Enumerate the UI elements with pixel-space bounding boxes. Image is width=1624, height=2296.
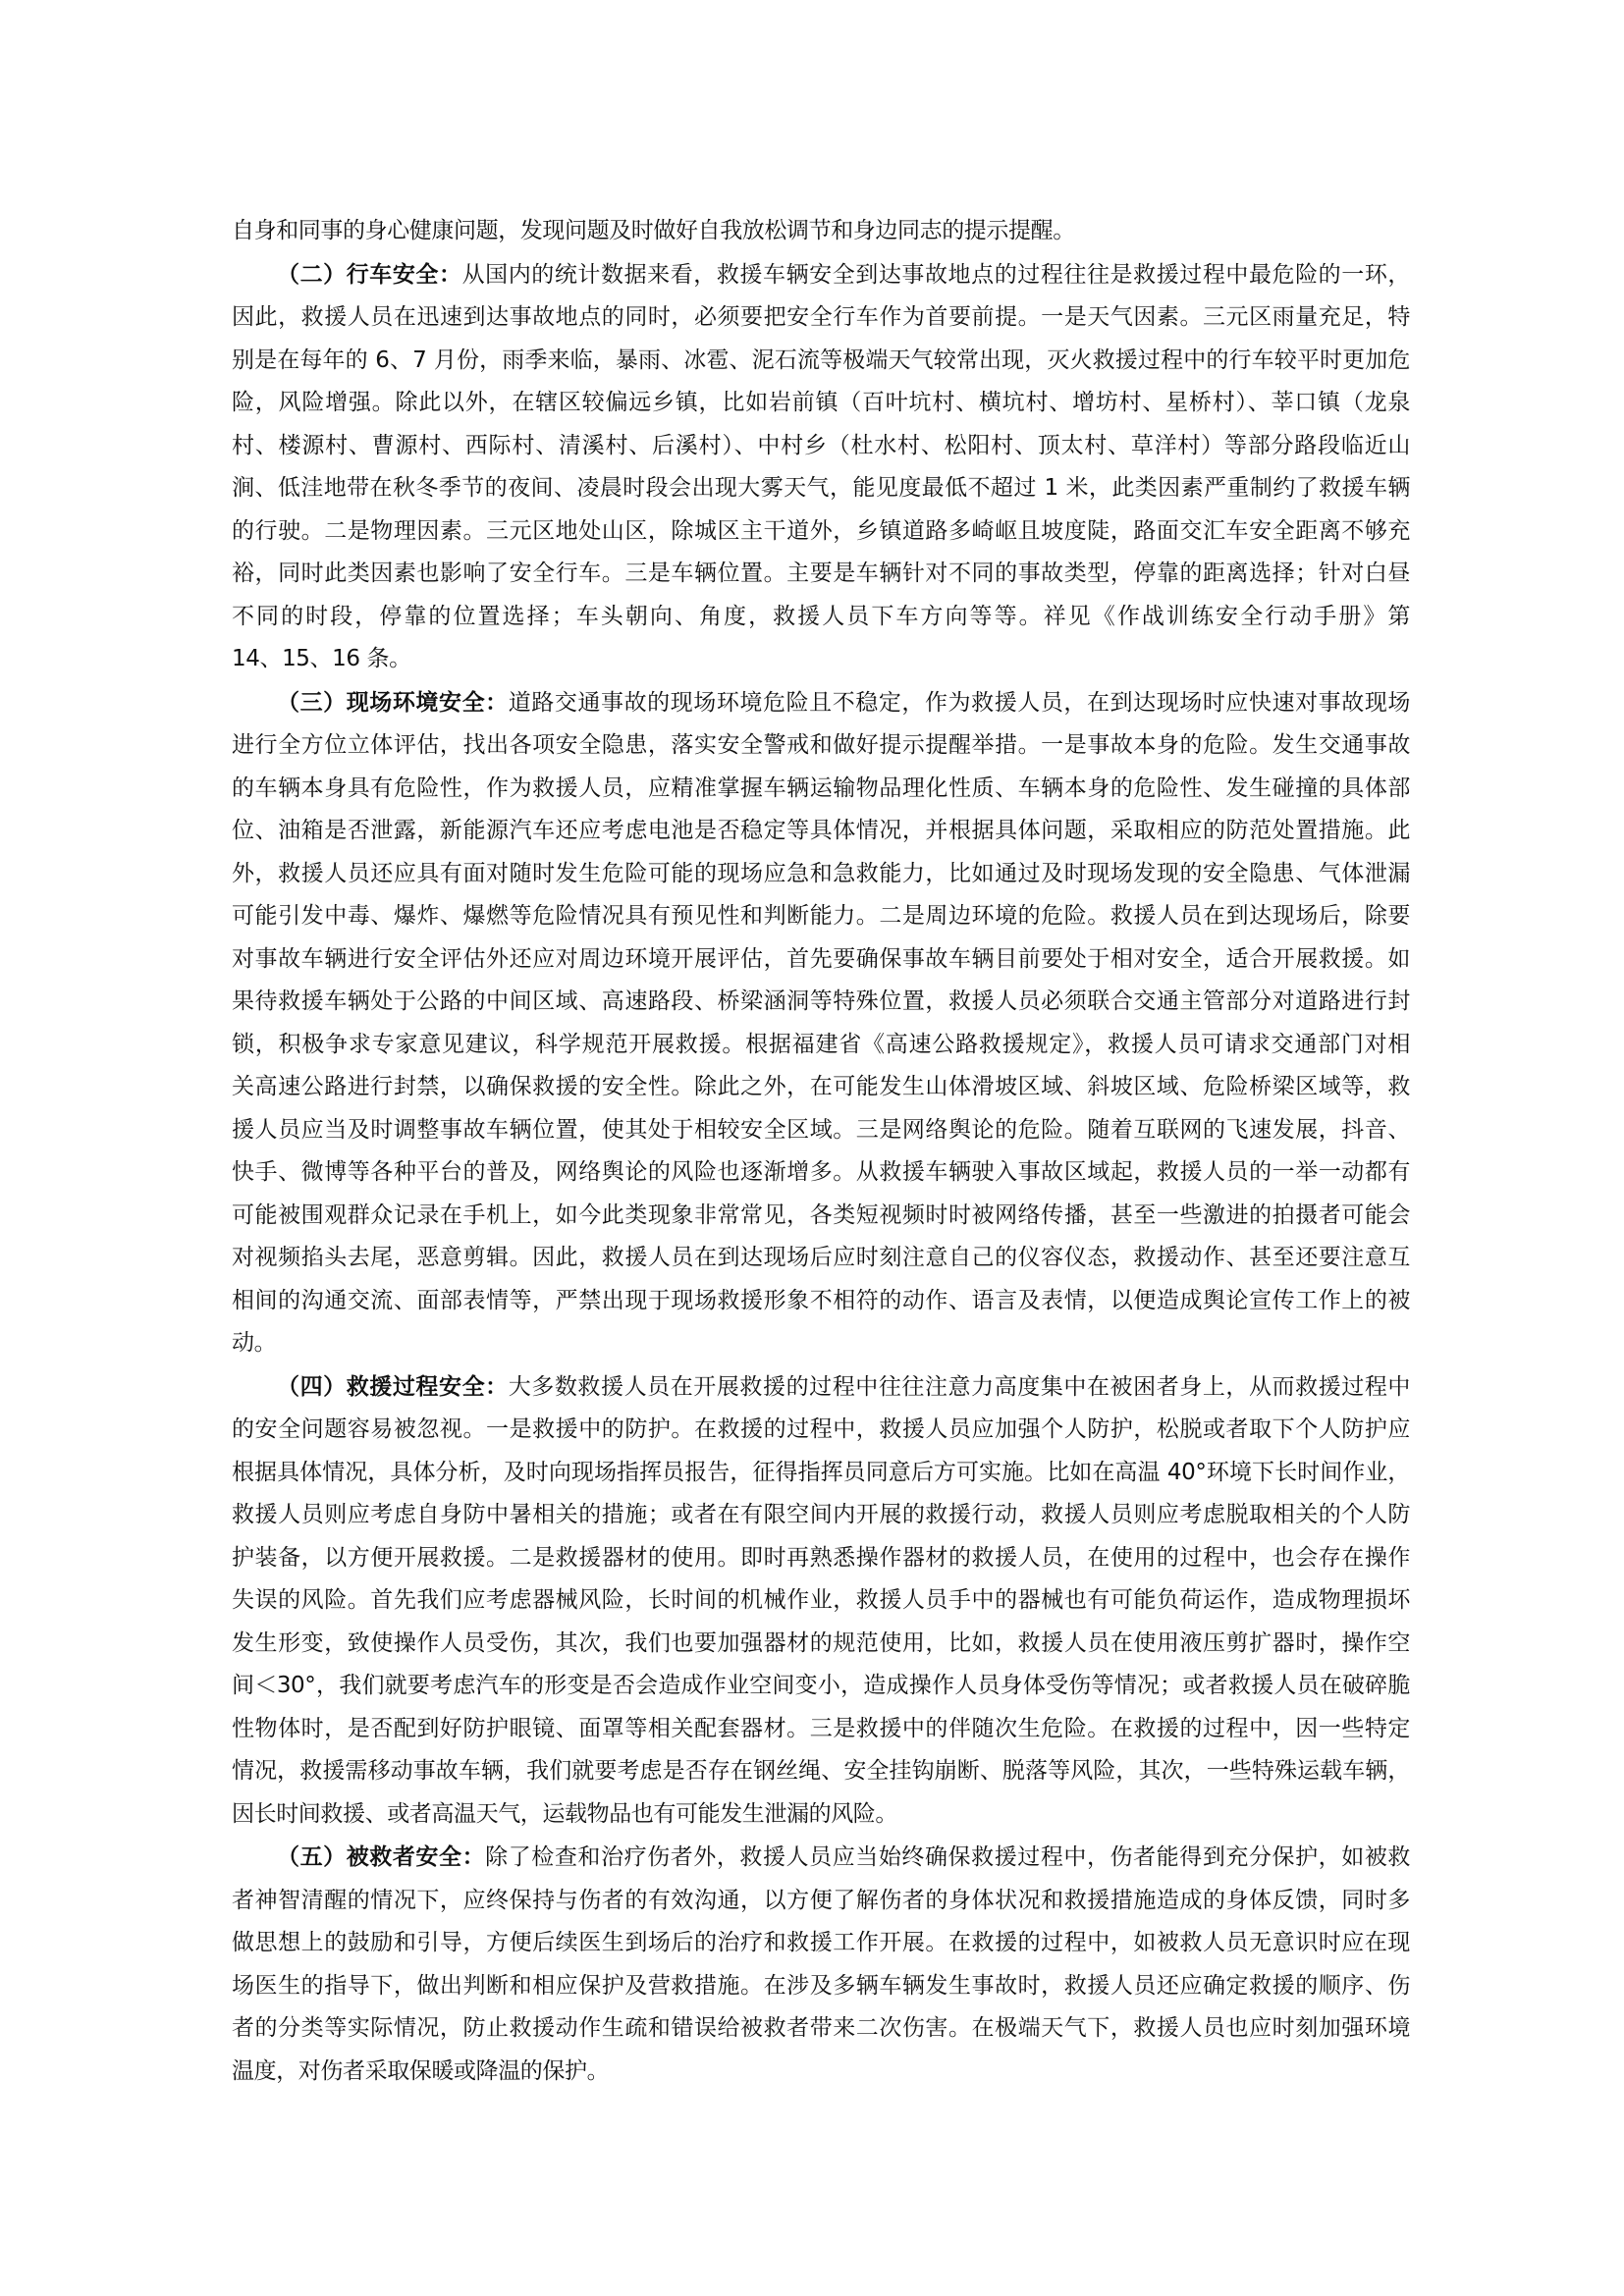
text-line [232,2007,1410,2051]
section-heading: （五）被救者安全： [277,1844,486,1870]
text-line [232,553,1410,596]
line-text: 14、15、16 条。 [232,646,411,671]
text-line [232,340,1410,383]
text-line [232,1024,1410,1067]
line-text: 果待救援车辆处于公路的中间区域、高速路段、桥梁涵洞等特殊位置，救援人员必须联合交通主管部分对道路进行封 [232,988,1410,1014]
text-line [232,596,1410,639]
section-heading: （三）现场环境安全： [277,689,509,716]
section-heading: （四）救援过程安全： [277,1373,509,1400]
line-text: 对视频掐头去尾，恶意剪辑。因此，救援人员在到达现场后应时刻注意自己的仪容仪态，救援动作、甚至还要注意互 [232,1245,1410,1270]
text-line [232,1066,1410,1109]
text-line [232,2051,1410,2094]
line-text: 场医生的指导下，做出判断和相应保护及营救措施。在涉及多辆车辆发生事故时，救援人员还应确定救援的顺序、伤 [232,1972,1410,1999]
text-line [232,1409,1410,1452]
text-line [232,895,1410,938]
text-line [232,1665,1410,1708]
paragraph [232,682,1410,1365]
text-line [232,1280,1410,1323]
text-line [232,638,1410,681]
text-line [232,1537,1410,1580]
text-line [232,1237,1410,1280]
line-text: 根据具体情况，具体分析，及时向现场指挥员报告，征得指挥员同意后方可实施。比如在高温 40°环境下长时间作业， [232,1459,1410,1485]
line-text: 发生形变，致使操作人员受伤，其次，我们也要加强器材的规范使用，比如，救援人员在使用液压剪扩器时，操作空 [232,1629,1410,1656]
text-line [232,1965,1410,2008]
line-text: 险，风险增强。除此以外，在辖区较偏远乡镇，比如岩前镇（百叶坑村、横坑村、增坊村、星桥村）、莘口镇（龙泉 [232,390,1410,415]
text-line [232,1880,1410,1923]
line-text: 位、油箱是否泄露，新能源汽车还应考虑电池是否稳定等具体情况，并根据具体问题，采取相应的防范处置措施。此 [232,818,1410,843]
text-line [232,724,1410,768]
line-text: 温度，对伤者采取保暖或降温的保护。 [232,2057,610,2084]
line-text: 的行驶。二是物理因素。三元区地处山区，除城区主干道外，乡镇道路多崎岖且坡度陡，路面交汇车安全距离不够充 [232,517,1410,544]
text-line [232,425,1410,468]
text-line [232,1837,1410,1880]
text-line [232,296,1410,340]
text-line [232,1922,1410,1965]
paragraph [232,1837,1410,2093]
line-text: 的车辆本身具有危险性，作为救援人员，应精准掌握车辆运输物品理化性质、车辆本身的危险性、发生碰撞的具体部 [232,774,1410,801]
line-text: 从国内的统计数据来看，救援车辆安全到达事故地点的过程往往是救援过程中最危险的一环， [461,261,1410,288]
line-text: 可能引发中毒、爆炸、爆燃等危险情况具有预见性和判断能力。二是周边环境的危险。救援人员在到达现场后，除要 [232,903,1410,929]
line-text: 失误的风险。首先我们应考虑器械风险，长时间的机械作业，救援人员手中的器械也有可能负荷运作，造成物理损坏 [232,1587,1410,1613]
line-text: 情况，救援需移动事故车辆，我们就要考虑是否存在钢丝绳、安全挂钩崩断、脱落等风险，其次，一些特殊运载车辆， [232,1758,1410,1784]
text-line [232,768,1410,811]
text-line [232,210,1410,253]
text-line [232,467,1410,510]
text-line [232,1708,1410,1751]
line-text: 因长时间救援、或者高温天气，运载物品也有可能发生泄漏的风险。 [232,1800,898,1827]
line-text: 对事故车辆进行安全评估外还应对周边环境开展评估，首先要确保事故车辆目前要处于相对安全，适合开展救援。如 [232,945,1410,972]
text-line [232,981,1410,1024]
text-line [232,382,1410,425]
line-text: 救援人员则应考虑自身防中暑相关的措施；或者在有限空间内开展的救援行动，救援人员则应考虑脱取相关的个人防 [232,1502,1410,1527]
paragraph [232,254,1410,681]
paragraph [232,210,1410,253]
line-text: 性物体时，是否配到好防护眼镜、面罩等相关配套器材。三是救援中的伴随次生危险。在救援的过程中，因一些特定 [232,1715,1410,1741]
text-line [232,1151,1410,1195]
text-line [232,1750,1410,1793]
line-text: 村、楼源村、曹源村、西际村、清溪村、后溪村）、中村乡（杜水村、松阳村、顶太村、草洋村）等部分路段临近山 [232,432,1410,458]
line-text: 别是在每年的 6、7 月份，雨季来临，暴雨、冰雹、泥石流等极端天气较常出现，灭火救援过程中的行车较平时更加危 [232,347,1410,373]
section-heading: （二）行车安全： [277,261,462,288]
line-text: 者的分类等实际情况，防止救援动作生疏和错误给被救者带来二次伤害。在极端天气下，救援人员也应时刻加强环境 [232,2015,1410,2041]
line-text: 相间的沟通交流、面部表情等，严禁出现于现场救援形象不相符的动作、语言及表情，以便造成舆论宣传工作上的被 [232,1287,1410,1313]
text-line [232,810,1410,853]
line-text: 大多数救援人员在开展救援的过程中往往注意力高度集中在被困者身上，从而救援过程中 [508,1373,1410,1400]
text-line [232,1109,1410,1152]
line-text: 援人员应当及时调整事故车辆位置，使其处于相较安全区域。三是网络舆论的危险。随着互联网的飞速发展，抖音、 [232,1116,1410,1143]
text-line [232,1366,1410,1410]
line-text: 涧、低洼地带在秋冬季节的夜间、凌晨时段会出现大雾天气，能见度最低不超过 1 米，此类因素严重制约了救援车辆 [232,475,1410,501]
line-text: 道路交通事故的现场环境危险且不稳定，作为救援人员，在到达现场时应快速对事故现场 [508,689,1410,716]
text-line [232,853,1410,896]
line-text: 因此，救援人员在迅速到达事故地点的同时，必须要把安全行车作为首要前提。一是天气因素。三元区雨量充足，特 [232,304,1410,330]
line-text: 做思想上的鼓励和引导，方便后续医生到场后的治疗和救援工作开展。在救援的过程中，如被救人员无意识时应在现 [232,1930,1410,1955]
text-line [232,254,1410,297]
line-text: 者神智清醒的情况下，应终保持与伤者的有效沟通，以方便了解伤者的身体状况和救援措施造成的身体反馈，同时多 [232,1887,1410,1913]
line-text: 间＜30°，我们就要考虑汽车的形变是否会造成作业空间变小，造成操作人员身体受伤等情况；或者救援人员在破碎脆 [232,1673,1410,1698]
paragraph [232,1366,1410,1837]
text-line [232,1494,1410,1537]
line-text: 除了检查和治疗伤者外，救援人员应当始终确保救援过程中，伤者能得到充分保护，如被救 [485,1844,1410,1870]
line-text: 可能被围观群众记录在手机上，如今此类现象非常常见，各类短视频时时被网络传播，甚至一些激进的拍摄者可能会 [232,1201,1410,1228]
text-line [232,1452,1410,1495]
line-text: 动。 [232,1330,277,1356]
text-line [232,938,1410,982]
text-line [232,1195,1410,1238]
text-line [232,1322,1410,1365]
line-text: 进行全方位立体评估，找出各项安全隐患，落实安全警戒和做好提示提醒举措。一是事故本身的危险。发生交通事故 [232,732,1410,758]
text-line [232,1623,1410,1666]
line-text: 自身和同事的身心健康问题，发现问题及时做好自我放松调节和身边同志的提示提醒。 [232,218,1075,243]
line-text: 快手、微博等各种平台的普及，网络舆论的风险也逐渐增多。从救援车辆驶入事故区域起，救援人员的一举一动都有 [232,1159,1410,1185]
line-text: 外，救援人员还应具有面对随时发生危险可能的现场应急和急救能力，比如通过及时现场发现的安全隐患、气体泄漏 [232,860,1410,886]
text-line [232,682,1410,725]
text-line [232,1793,1410,1837]
line-text: 关高速公路进行封禁，以确保救援的安全性。除此之外，在可能发生山体滑坡区域、斜坡区域、危险桥梁区域等，救 [232,1074,1410,1099]
line-text: 锁，积极争求专家意见建议，科学规范开展救援。根据福建省《高速公路救援规定》，救援人员可请求交通部门对相 [232,1031,1410,1057]
text-line [232,1579,1410,1623]
line-text: 裕，同时此类因素也影响了安全行车。三是车辆位置。主要是车辆针对不同的事故类型，停靠的距离选择；针对白昼 [232,561,1410,586]
document-body [232,210,1410,2094]
text-line [232,510,1410,554]
line-text: 不同的时段，停靠的位置选择；车头朝向、角度，救援人员下车方向等等。祥见《作战训练安全行动手册》第 [232,603,1410,629]
line-text: 护装备，以方便开展救援。二是救援器材的使用。即时再熟悉操作器材的救援人员，在使用的过程中，也会存在操作 [232,1544,1410,1571]
line-text: 的安全问题容易被忽视。一是救援中的防护。在救援的过程中，救援人员应加强个人防护，松脱或者取下个人防护应 [232,1416,1410,1442]
